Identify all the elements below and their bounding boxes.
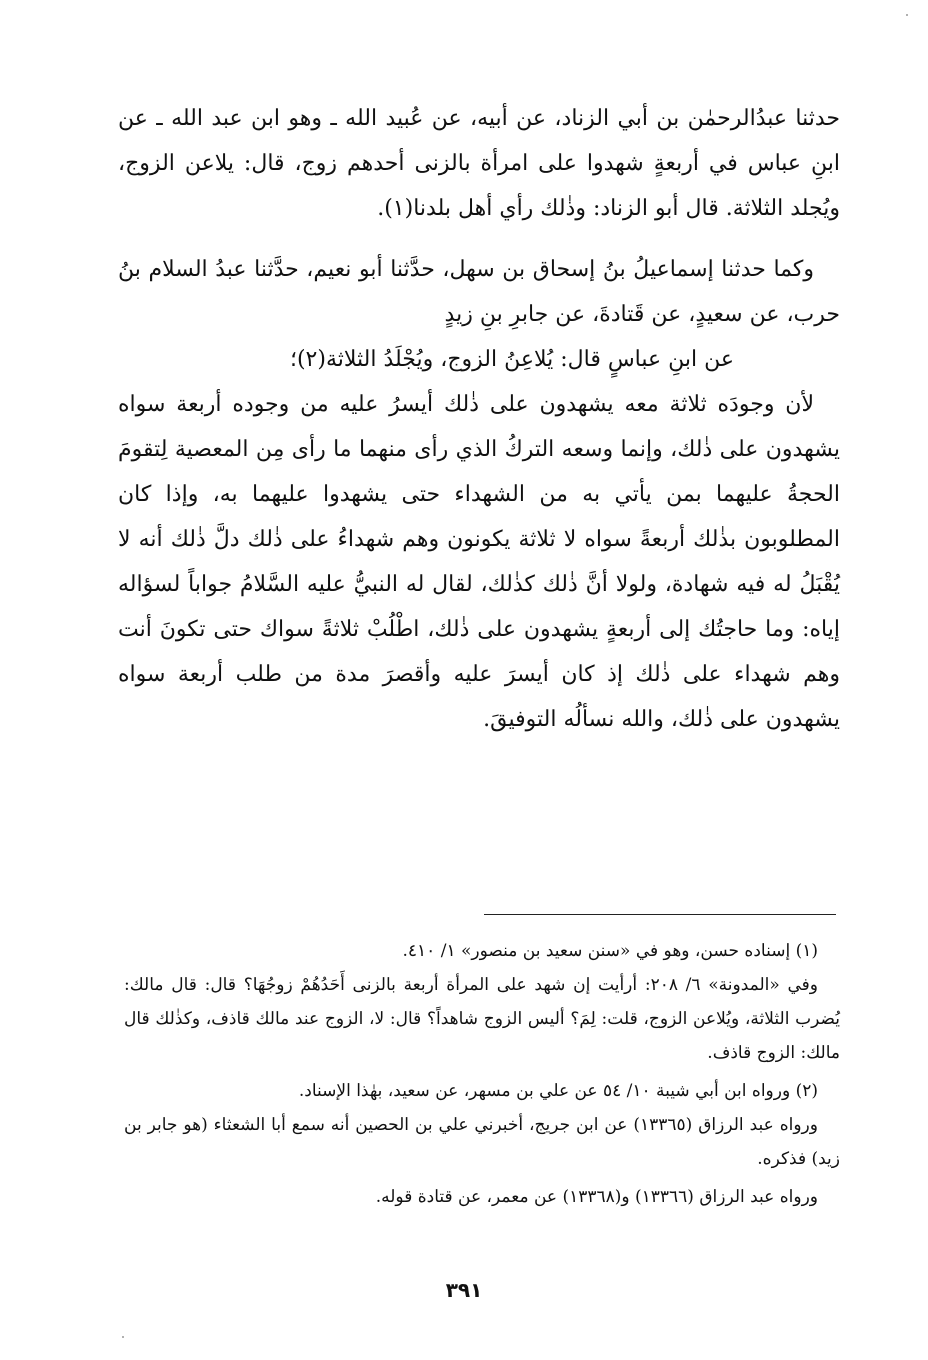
footnote-1-continued: وفي «المدونة» ٦/ ٢٠٨: أرأيت إن شهد على المرأة أربعة بالزنى أَحَدُهُمْ زوجُهَا؟ قال: قال مالك: يُضرب الثلاثة، ويُلاعن الزوج، قلت: لِمَ؟ أليس الزوج شاهداً؟ قال: لا، الزوج عند مالك قاذف، وكذٰلك قال مالك: الزوج قاذف. bbox=[124, 975, 840, 1063]
paragraph-hadith-1: حدثنا عبدُالرحمٰن بن أبي الزناد، عن أبيه، عن عُبيد الله ـ وهو ابن عبد الله ـ عن ابنِ عباس في أربعةٍ شهدوا على امرأة بالزنى أحدهم زوج، قال: يلاعن الزوج، ويُجلد الثلاثة. قال أبو الزناد: وذٰلك رأي أهل بلدنا(١). bbox=[118, 106, 840, 221]
footnotes bbox=[124, 934, 840, 1214]
main-text bbox=[118, 96, 840, 742]
footnote-separator bbox=[484, 914, 836, 915]
paragraph-chain-2: وكما حدثنا إسماعيلُ بنُ إسحاق بن سهل، حدَّثنا أبو نعيم، حدَّثنا عبدُ السلام بنُ حرب، عن سعيدٍ، عن قَتادةَ، عن جابرِ بنِ زيدٍ bbox=[118, 257, 840, 327]
paragraph-commentary: لأن وجودَه ثلاثة معه يشهدون على ذٰلك أيسرُ عليه من وجوده أربعة سواه يشهدون على ذٰلك، وإنما وسعه التركُ الذي رأى منهما ما رأى مِن المعصية لِتقومَ الحجةُ عليهما بمن يأتي به من الشهداء حتى يشهدوا عليهما به، وإذا كان المطلوبون بذٰلك أربعةً سواه لا ثلاثة يكونون وهم شهداءُ على ذٰلك دلَّ ذٰلك أنه لا يُقْبَلُ له فيه شهادة، ولولا أنَّ ذٰلك كذٰلك، لقال له النبيُّ عليه السَّلامُ جواباً لسؤاله إياه: وما حاجتُك إلى أربعةٍ يشهدون على ذٰلك، اطْلُبْ ثلاثةً سواك حتى تكونَ أنت وهم شهداء على ذٰلك إذ كان أيسرَ عليه وأقصرَ مدة من طلب أربعة سواه يشهدون على ذٰلك، والله نسألُه التوفيقَ. bbox=[118, 392, 840, 732]
footnote-2-continued: ورواه عبد الرزاق (١٣٣٦٦) و(١٣٣٦٨) عن معمر، عن قتادة قوله. bbox=[375, 1187, 818, 1207]
footnote-2-continued: ورواه عبد الرزاق (١٣٣٦٥) عن ابن جريج، أخبرني علي بن الحصين أنه سمع أبا الشعثاء (هو جابر بن زيد) فذكره. bbox=[124, 1115, 840, 1169]
footnote-1: (١) إسناده حسن، وهو في «سنن سعيد بن منصور» ١/ ٤١٠. bbox=[402, 941, 818, 961]
scan-speck bbox=[122, 1336, 124, 1338]
scan-speck bbox=[906, 14, 908, 16]
page-number: ٣٩١ bbox=[445, 1278, 483, 1302]
paragraph-hadith-2: عن ابنِ عباسٍ قال: يُلاعِنُ الزوج، ويُجْلَدُ الثلاثة(٢)؛ bbox=[289, 347, 734, 372]
footnote-2: (٢) ورواه ابن أبي شيبة ١٠/ ٥٤ عن علي بن مسهر، عن سعيد، بهٰذا الإسناد. bbox=[298, 1081, 818, 1101]
